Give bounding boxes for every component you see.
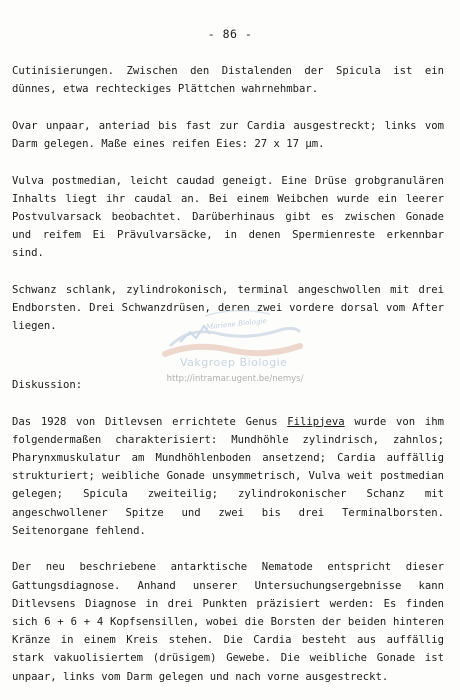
watermark-org: Mariene Biologie [205,316,268,332]
watermark-group: Vakgroep Biologie [180,356,288,369]
paragraph-new-nematode: Der neu beschriebene antarktische Nematode entspricht dieser Gattungsdiagnose. Anhand unserer Untersuchungsergebnisse kann Ditlevsens Diagnose in drei Punkten präzisiert werden: Es finden sich 6 + 6 + 4 Kopfsensillen, wobei die Borsten der beiden hinteren Kränze in einem Kreis stehen. Die Cardia besteht aus auffällig stark vakuolisiertem (drüsigem) Gewebe. Die weibliche Gonade ist unpaar, links vom Darm gelegen und nach vorne ausgestreckt. [12,561,444,683]
paragraph-genus-text-start: Das 1928 von Ditlevsen errichtete Genus [12,415,288,428]
paragraph-vulva: Vulva postmedian, leicht caudad geneigt. Eine Drüse grobgranulären Inhalts liegt ihr caudal an. Bei einem Weibchen wurde ein leerer Postvulvarsack beobachtet. Darüberhinaus gibt es zwischen Gonade und reifem Ei Prävulvarsäcke, in denen Spermienreste erkennbar sind. [12,174,444,260]
paragraph-spicula: Cutinisierungen. Zwischen den Distalenden der Spicula ist ein dünnes, etwa rechteckiges Plättchen wahrnehmbar. [12,65,444,96]
spacer [12,354,444,376]
watermark-url[interactable]: http://intramar.ugent.be/nemys/ [166,374,304,384]
page-number: - 86 - [207,27,253,41]
paragraph-schwanz: Schwanz schlank, zylindrokonisch, terminal angeschwollen mit drei Endborsten. Drei Schwanzdrüsen, deren zwei vordere dorsal vom After liegen. [12,284,444,333]
paragraph-genus-text-end: wurde von ihm folgendermaßen charakterisiert: Mundhöhle zylindrisch, zahnlos; Pharynxmuskulatur am Mundhöhlenboden ansetzend; Cardia auffällig strukturiert; weibliche Gonade unsymmetrisch, Vulva weit postmedian gelegen; Spicula zweiteilig; zylindrokonischer Schanz mit angeschwollener Spitze und zwei bis drei Terminalborsten. Seitenorgane fehlend. [12,415,444,537]
body-text [12,62,444,686]
paragraph-ovar: Ovar unpaar, anteriad bis fast zur Cardia ausgestreckt; links vom Darm gelegen. Maße eines reifen Eies: 27 x 17 µm. [12,119,444,150]
section-heading-diskussion: Diskussion: [12,379,83,391]
paragraph-genus-diagnosis [12,413,444,540]
genus-name: Filipjeva [287,415,345,428]
